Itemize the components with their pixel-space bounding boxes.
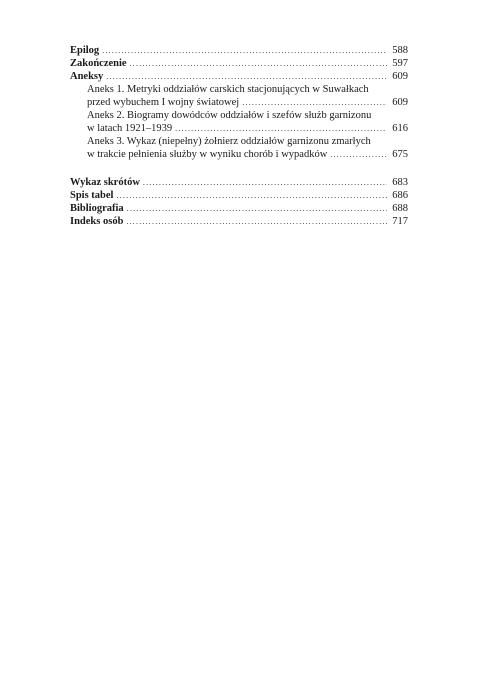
- dot-leader: [116, 189, 387, 202]
- toc-entry-wykaz-skrotow[interactable]: [70, 176, 408, 189]
- toc-entry-title: Wykaz skrótów: [70, 177, 140, 188]
- toc-entry-aneksy[interactable]: [70, 70, 408, 83]
- toc-entry-title: Spis tabel: [70, 190, 114, 201]
- toc-entry-page: 597: [392, 58, 408, 69]
- toc-subentry-aneks-1-line1[interactable]: Aneks 1. Metryki oddziałów carskich stacjonujących w Suwałkach: [87, 84, 369, 95]
- toc-entry-title: Bibliografia: [70, 203, 124, 214]
- toc-entry-page: 717: [392, 216, 408, 227]
- dot-leader: [330, 148, 387, 161]
- toc-entry-page: 688: [392, 203, 408, 214]
- toc-entry-spis-tabel[interactable]: [70, 189, 408, 202]
- toc-subentry-aneks-3[interactable]: [87, 148, 408, 161]
- toc-subentry-page: 609: [392, 97, 408, 108]
- toc-subentry-aneks-2-line1[interactable]: Aneks 2. Biogramy dowódców oddziałów i szefów służb garnizonu: [87, 110, 372, 121]
- toc-subentry-aneks-1[interactable]: [87, 96, 408, 109]
- toc-subentry-line2: przed wybuchem I wojny światowej: [87, 97, 240, 108]
- toc-entry-title: Indeks osób: [70, 216, 124, 227]
- toc-entry-page: 683: [392, 177, 408, 188]
- table-of-contents: [70, 44, 408, 228]
- dot-leader: [130, 57, 387, 70]
- toc-subentry-line2: w latach 1921–1939: [87, 123, 173, 134]
- toc-entry-title: Zakończenie: [70, 58, 127, 69]
- toc-subentry-page: 616: [392, 123, 408, 134]
- dot-leader: [143, 176, 387, 189]
- toc-subentry-aneks-2[interactable]: [87, 122, 408, 135]
- aneksy-subentries: [70, 83, 408, 161]
- toc-entry-epilog[interactable]: [70, 44, 408, 57]
- toc-entry-zakonczenie[interactable]: [70, 57, 408, 70]
- dot-leader: [127, 202, 387, 215]
- dot-leader: [106, 70, 387, 83]
- toc-subentry-line2: w trakcie pełnienia służby w wyniku chorób i wypadków: [87, 149, 328, 160]
- toc-entry-title: Aneksy: [70, 71, 104, 82]
- toc-entry-page: 609: [392, 71, 408, 82]
- toc-subentry-aneks-3-line1[interactable]: Aneks 3. Wykaz (niepełny) żołnierz oddziałów garnizonu zmarłych: [87, 136, 371, 147]
- dot-leader: [126, 215, 387, 228]
- toc-entry-bibliografia[interactable]: [70, 202, 408, 215]
- toc-entry-indeks-osob[interactable]: [70, 215, 408, 228]
- dot-leader: [175, 122, 387, 135]
- toc-entry-page: 588: [392, 45, 408, 56]
- dot-leader: [242, 96, 387, 109]
- toc-entry-page: 686: [392, 190, 408, 201]
- dot-leader: [102, 44, 387, 57]
- toc-entry-title: Epilog: [70, 45, 100, 56]
- toc-subentry-page: 675: [392, 149, 408, 160]
